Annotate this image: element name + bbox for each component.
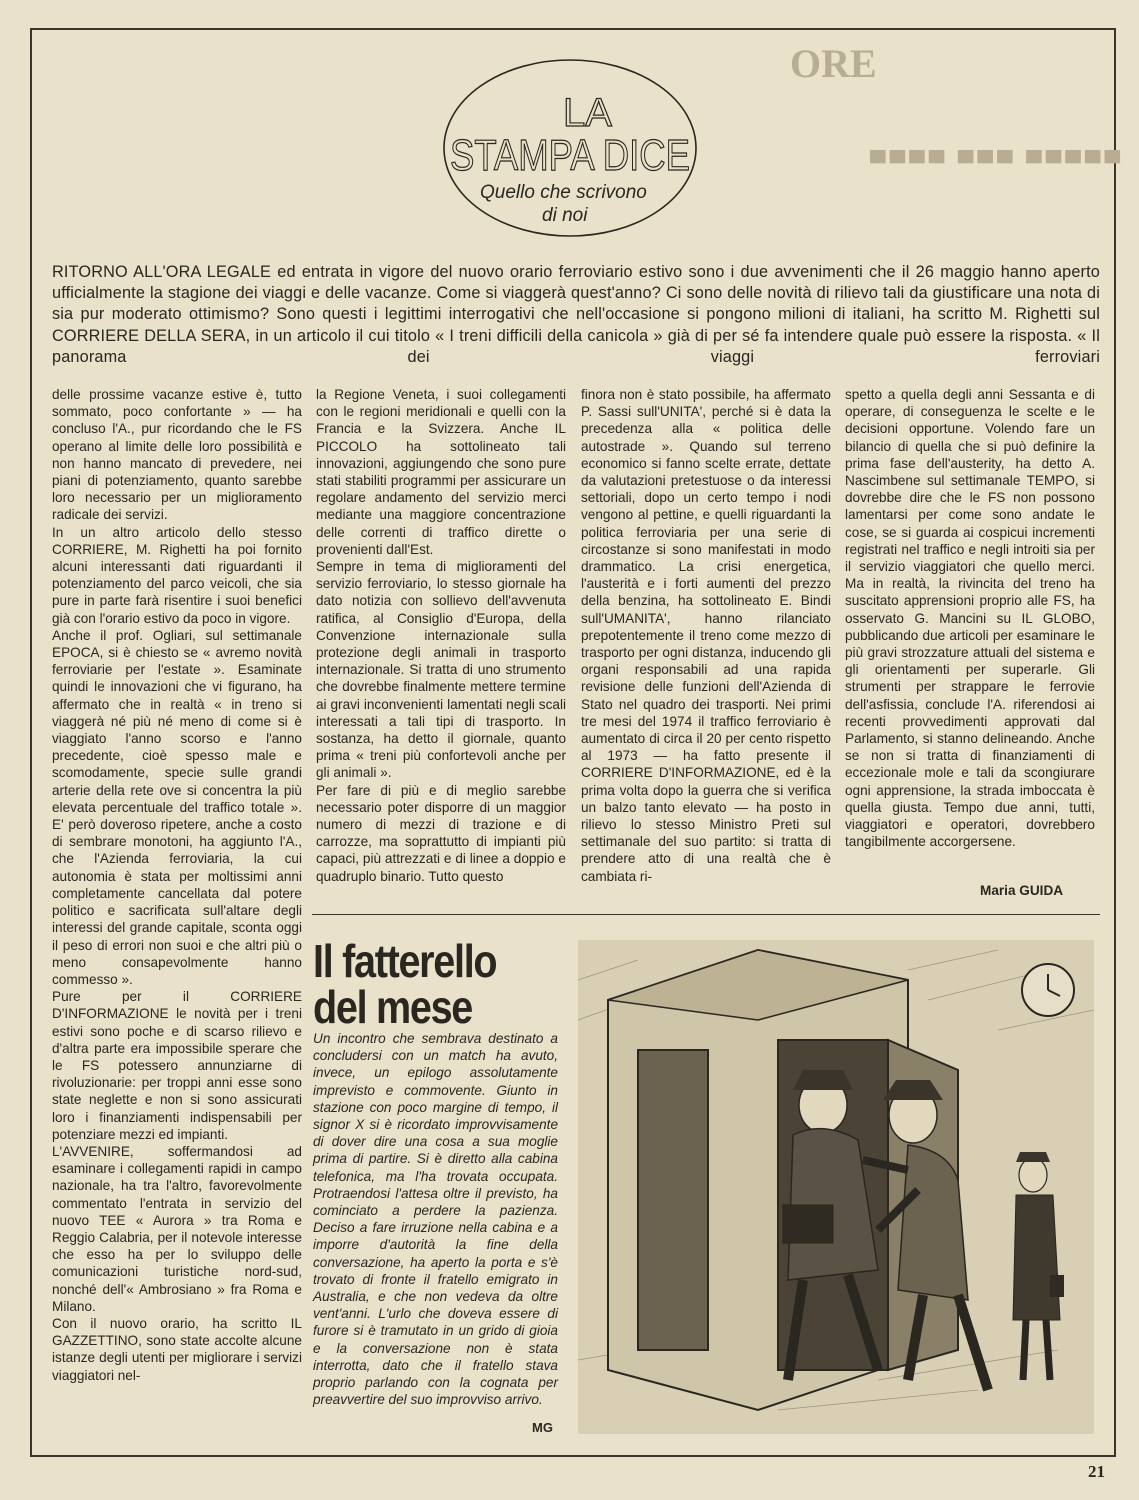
section-divider xyxy=(312,914,1100,915)
paragraph: spetto a quella degli anni Sessanta e di operare, di conseguenza le scelte e le decisioni opportune. Volendo fare un bilancio di quella che si può definire la prima fase dell'austerity, ha detto A. Nascimbene sul settimanale TEMPO, si dovrebbe dire che le FS non possono lamentarsi per come sono andate le cose, se si guarda ai cospicui incrementi registrati nel traffico e negli introiti sia per il servizio viaggiatori che quello merci. Ma in realtà, la rivincita del treno ha suscitato apprensioni proprio alle FS, ha osservato G. Mancini su IL GLOBO, pubblicando due articoli per esaminare le più gravi strozzature attuali del sistema e gli orientamenti per superarle. Gli strumenti per strappare le ferrovie dell'asfissia, conclude l'A. riferendosi ai recenti provvedimenti approvati dal Parlamento, si stanno delineando. Anche se non si tratta di finanziamenti di eccezionale mole e tali da scongiurare ogni apprensione, la strada imboccata è quella giusta. Tempo due anni, tutti, viaggiatori e operatori, dovrebbero tangibilmente accorgersene. xyxy=(845,387,1095,850)
article-column-3 xyxy=(581,386,831,885)
paragraph: Anche il prof. Ogliari, sul settimanale EPOCA, si è chiesto se « avremo novità ferroviarie per l'estate ». Esaminate quindi le innovazioni che vi figurano, ha affermato che in realtà « in treno si viaggerà né più né meno di come si è viaggiato l'anno scorso e l'anno precedente, cioè spesso male e scomodamente, specie sulle grandi arterie della rete ove si concentra la più elevata percentuale del traffico totale ». E' però doveroso ripetere, anche a costo di sembrare monotoni, ha aggiunto l'A., che l'Azienda ferroviaria, la cui autonomia è stata per moltissimi anni completamente cancellata dal potere politico e sacrificata sull'altare degli interessi del grande capitale, sconta oggi il peso di errori non suoi e che altri più o meno consapevolmente hanno commesso ». xyxy=(52,627,302,987)
paragraph: L'AVVENIRE, soffermandosi ad esaminare i collegamenti rapidi in campo nazionale, ha tra l'altro, favorevolmente commentato l'entrata in servizio del nuovo TEE « Aurora » tra Roma e Reggio Calabria, per il notevole interesse che esso ha per lo sviluppo delle comunicazioni turistiche nord-sud, nonché dell'« Ambrosiano » fra Roma e Milano. xyxy=(52,1143,302,1314)
fatterello-title-line2: del mese xyxy=(313,981,473,1033)
intro-paragraph: RITORNO ALL'ORA LEGALE ed entrata in vigore del nuovo orario ferroviario estivo sono i due avvenimenti che il 26 maggio hanno aperto ufficialmente la stagione dei viaggi e delle vacanze. Come si viaggerà quest'anno? Ci sono delle novità di rilievo tali da giustificare una nota di sia pur moderato ottimismo? Sono questi i legittimi interrogativi che nell'occasione si pongono milioni di italiani, ha scritto M. Righetti sul CORRIERE DELLA SERA, in un articolo il cui titolo « I treni difficili della canicola » già di per sé fa intendere quale può essere la risposta. « Il panorama dei viaggi ferroviari xyxy=(52,263,1100,366)
masthead-logo xyxy=(442,58,698,238)
author-byline: Maria GUIDA xyxy=(980,883,1064,898)
masthead-tagline1: Quello che scrivono xyxy=(480,182,647,203)
illustration-phone-booth xyxy=(578,940,1094,1434)
page-number: 21 xyxy=(1088,1462,1105,1481)
fatterello-body: Un incontro che sembrava destinato a concludersi con un match ha avuto, invece, un epilogo assolutamente imprevisto e commovente. Giunto in stazione con poco margine di tempo, il signor X si è ricordato improvvisamente di dover dire una cosa a sua moglie prima di partire. Si è diretto alla cabina telefonica, ma l'ha trovata occupata. Protraendosi l'attesa oltre il previsto, ha cominciato a perdere la pazienza. Deciso a fare irruzione nella cabina e a imporre d'autorità la fine della conversazione, ha aperto la porta e s'è trovato di fronte il fratello emigrato in Australia, e che non vedeva da oltre vent'anni. L'urlo che doveva essere di furore si è tramutato in un grido di gioia e la conversazione non è stata interrotta, dato che il fratello stava proprio parlando con la cognata per preavvertire del suo improvviso arrivo. xyxy=(313,1031,558,1408)
article-column-1 xyxy=(52,386,302,1384)
masthead-line1: LA xyxy=(563,91,612,135)
masthead-line2: STAMPA DICE xyxy=(450,131,690,180)
paragraph: la Regione Veneta, i suoi collegamenti con le regioni meridionali e quelli con la Francia e la Svizzera. Anche IL PICCOLO ha sottolineato tali innovazioni, aggiungendo che sono pure stati stabiliti programmi per assicurare un regolare andamento del servizio merci mediante una maggiore concentrazione delle correnti di traffico dirette o provenienti dall'Est. xyxy=(316,387,566,557)
paragraph: Per fare di più e di meglio sarebbe necessario poter disporre di un maggior numero di mezzi di trazione e di carrozze, ma soprattutto di impianti più capaci, più attrezzati e di linee a doppio e quadruplo binario. Tutto questo xyxy=(316,782,566,884)
paragraph: finora non è stato possibile, ha affermato P. Sassi sull'UNITA', perché si è data la precedenza alla « politica delle autostrade ». Quando sul terreno economico si fanno scelte errate, dettate da valutazioni pretestuose o da interessi settoriali, dopo un certo tempo i nodi vengono al pettine, e quelli riguardanti la politica ferroviaria per una serie di circostanze si sono manifestati in modo drammatico. La crisi energetica, l'austerità e i forti aumenti del prezzo della benzina, ha sottolineato E. Bindi sull'UMANITA', hanno rilanciato prepotentemente il treno come mezzo di trasporto per ogni distanza, inducendo gli organi responsabili ad una rapida revisione delle funzioni dell'Azienda di Stato nel quadro dei trasporti. Nei primi tre mesi del 1974 il traffico ferroviario è aumentato di circa il 20 per cento rispetto al 1973 — ha fatto presente il CORRIERE D'INFORMAZIONE, ed è la prima volta dopo la guerra che si verifica un balzo tanto elevato — ha posto in rilievo lo stesso Ministro Preti sul settimanale del suo partito: si tratta di prendere atto di una realtà che è cambiata ri- xyxy=(581,387,831,884)
article-column-4 xyxy=(845,386,1095,850)
fatterello-signature: MG xyxy=(532,1420,553,1435)
paragraph: Con il nuovo orario, ha scritto IL GAZZETTINO, sono state accolte alcune istanze degli utenti per migliorare i servizi viaggiatori nel- xyxy=(52,1315,302,1383)
paragraph: Pure per il CORRIERE D'INFORMAZIONE le novità per i treni estivi sono poche e di scarso rilievo e d'altra parte era impossibile sperare che le FS potessero annunziarne di rivoluzionarie: per troppi anni esse sono state neglette e non si sono assicurati loro i finanziamenti indispensabili per potenziare mezzi ed impianti. xyxy=(52,989,302,1142)
bleed-through-mark: ORE xyxy=(790,41,877,86)
fatterello-title-line1: Il fatterello xyxy=(313,935,497,987)
article-column-2 xyxy=(316,386,566,885)
masthead-tagline2: di noi xyxy=(542,205,588,226)
fatterello-title xyxy=(313,935,537,1033)
paragraph: In un altro articolo dello stesso CORRIERE, M. Righetti ha poi fornito alcuni interessanti dati riguardanti il potenziamento del parco veicoli, che sia pure in parte farà risentire i suoi benefici già con l'orario estivo da poco in vigore. xyxy=(52,524,302,626)
paragraph: delle prossime vacanze estive è, tutto sommato, poco confortante » — ha concluso l'A., pur ricordando che le FS operano al limite delle loro possibilità e non hanno mancato di prevedere, nei piani di potenziamento, quanto sarebbe loro necessario per un miglioramento radicale dei servizi. xyxy=(52,387,302,523)
paragraph: Sempre in tema di miglioramenti del servizio ferroviario, lo stesso giornale ha dato notizia con sollievo dell'avvenuta ratifica, al Consiglio d'Europa, della Convenzione internazionale sulla protezione degli animali in trasporto internazionale. Si tratta di uno strumento che dovrebbe finalmente mettere termine ai gravi inconvenienti lamentati negli scali interessati a tali tipi di trasporto. In sostanza, ha detto il giornale, quanto prima « treni più confortevoli anche per gli animali ». xyxy=(316,559,566,781)
bleed-through-mark: ▀▀▀▀ ▀▀▀ ▀▀▀▀▀ xyxy=(870,150,1125,175)
